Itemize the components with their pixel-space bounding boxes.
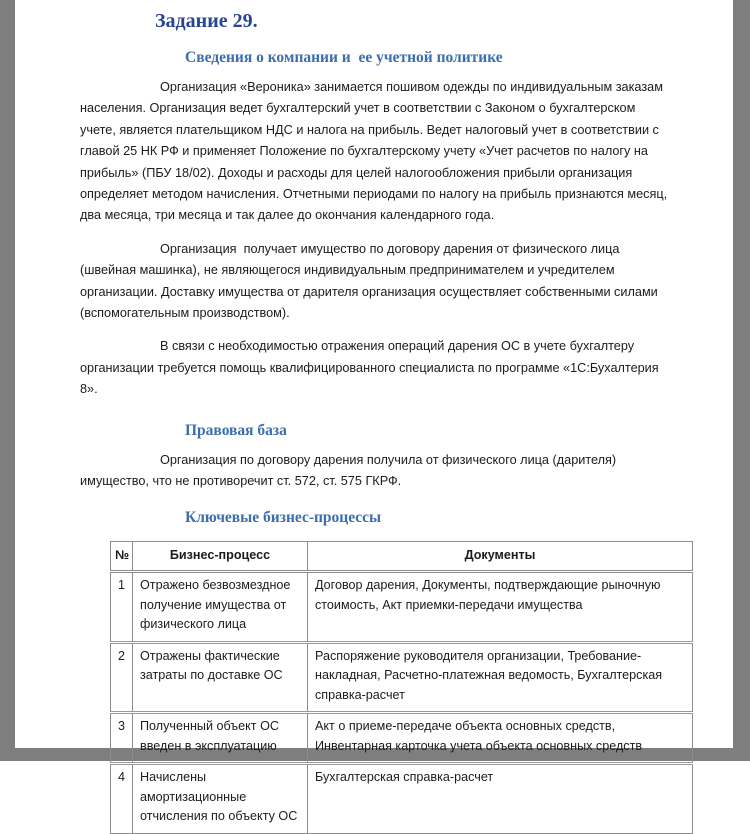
page-content: [80, 0, 670, 834]
cell-documents: Распоряжение руководителя организации, Требование-накладная, Расчетно-платежная ведомость, Бухгалтерская справка-расчет: [308, 642, 693, 713]
heading-company-info: Сведения о компании и ее учетной политике: [185, 49, 503, 66]
paragraph-donation-details: Организация получает имущество по договору дарения от физического лица (швейная машинка), не являющегося индивидуальным предпринимателем и учредителем организации. Доставку имущества от дарителя организация осуществляет собственными силами (вспомогательным производством).: [80, 241, 662, 321]
table-header-row: [111, 541, 693, 572]
table-row: [111, 764, 693, 834]
cell-row-number: 3: [111, 713, 133, 764]
cell-process: Отражено безвозмездное получение имущества от физического лица: [133, 572, 308, 643]
cell-row-number: 4: [111, 764, 133, 834]
cell-documents: Акт о приеме-передаче объекта основных средств, Инвентарная карточка учета объекта основных средств: [308, 713, 693, 764]
cell-documents: Договор дарения, Документы, подтверждающие рыночную стоимость, Акт приемки-передачи имущества: [308, 572, 693, 643]
table-row: [111, 572, 693, 643]
column-header-process: Бизнес-процесс: [133, 541, 308, 572]
document-page: [15, 0, 733, 823]
cell-process: Полученный объект ОС введен в эксплуатацию: [133, 713, 308, 764]
heading-key-processes: Ключевые бизнес-процессы: [185, 508, 382, 526]
cell-process: Начислены амортизационные отчисления по объекту ОС: [133, 764, 308, 834]
column-header-number: №: [111, 541, 133, 572]
cell-row-number: 2: [111, 642, 133, 713]
cell-row-number: 1: [111, 572, 133, 643]
business-process-table: [110, 541, 693, 834]
cell-process: Отражены фактические затраты по доставке ОС: [133, 642, 308, 713]
column-header-documents: Документы: [308, 541, 693, 572]
heading-legal-base: Правовая база: [185, 421, 287, 439]
task-title: Задание 29.: [155, 10, 258, 32]
paragraph-legal-base: Организация по договору дарения получила от физического лица (дарителя) имущество, что не противоречит ст. 572, ст. 575 ГКРФ.: [80, 452, 620, 489]
paragraph-company-policy: Организация «Вероника» занимается пошивом одежды по индивидуальным заказам населения. Организация ведет бухгалтерский учет в соответствии с Законом о бухгалтерском учете, является плательщиком НДС и налога на прибыль. Ведет налоговый учет в соответствии с главой 25 НК РФ и применяет Положение по бухгалтерскому учету «Учет расчетов по налогу на прибыль» (ПБУ 18/02). Доходы и расходы для целей налогообложения прибыли организация определяет методом начисления. Отчетными периодами по налогу на прибыль признаются месяц, два месяца, три месяца и так далее до окончания календарного года.: [80, 80, 671, 223]
paragraph-specialist-need: В связи с необходимостью отражения операций дарения ОС в учете бухгалтеру организации требуется помощь квалифицированного специалиста по программе «1С:Бухалтерия 8».: [80, 339, 663, 397]
cell-documents: Бухгалтерская справка-расчет: [308, 764, 693, 834]
table-row: [111, 642, 693, 713]
table-row: [111, 713, 693, 764]
